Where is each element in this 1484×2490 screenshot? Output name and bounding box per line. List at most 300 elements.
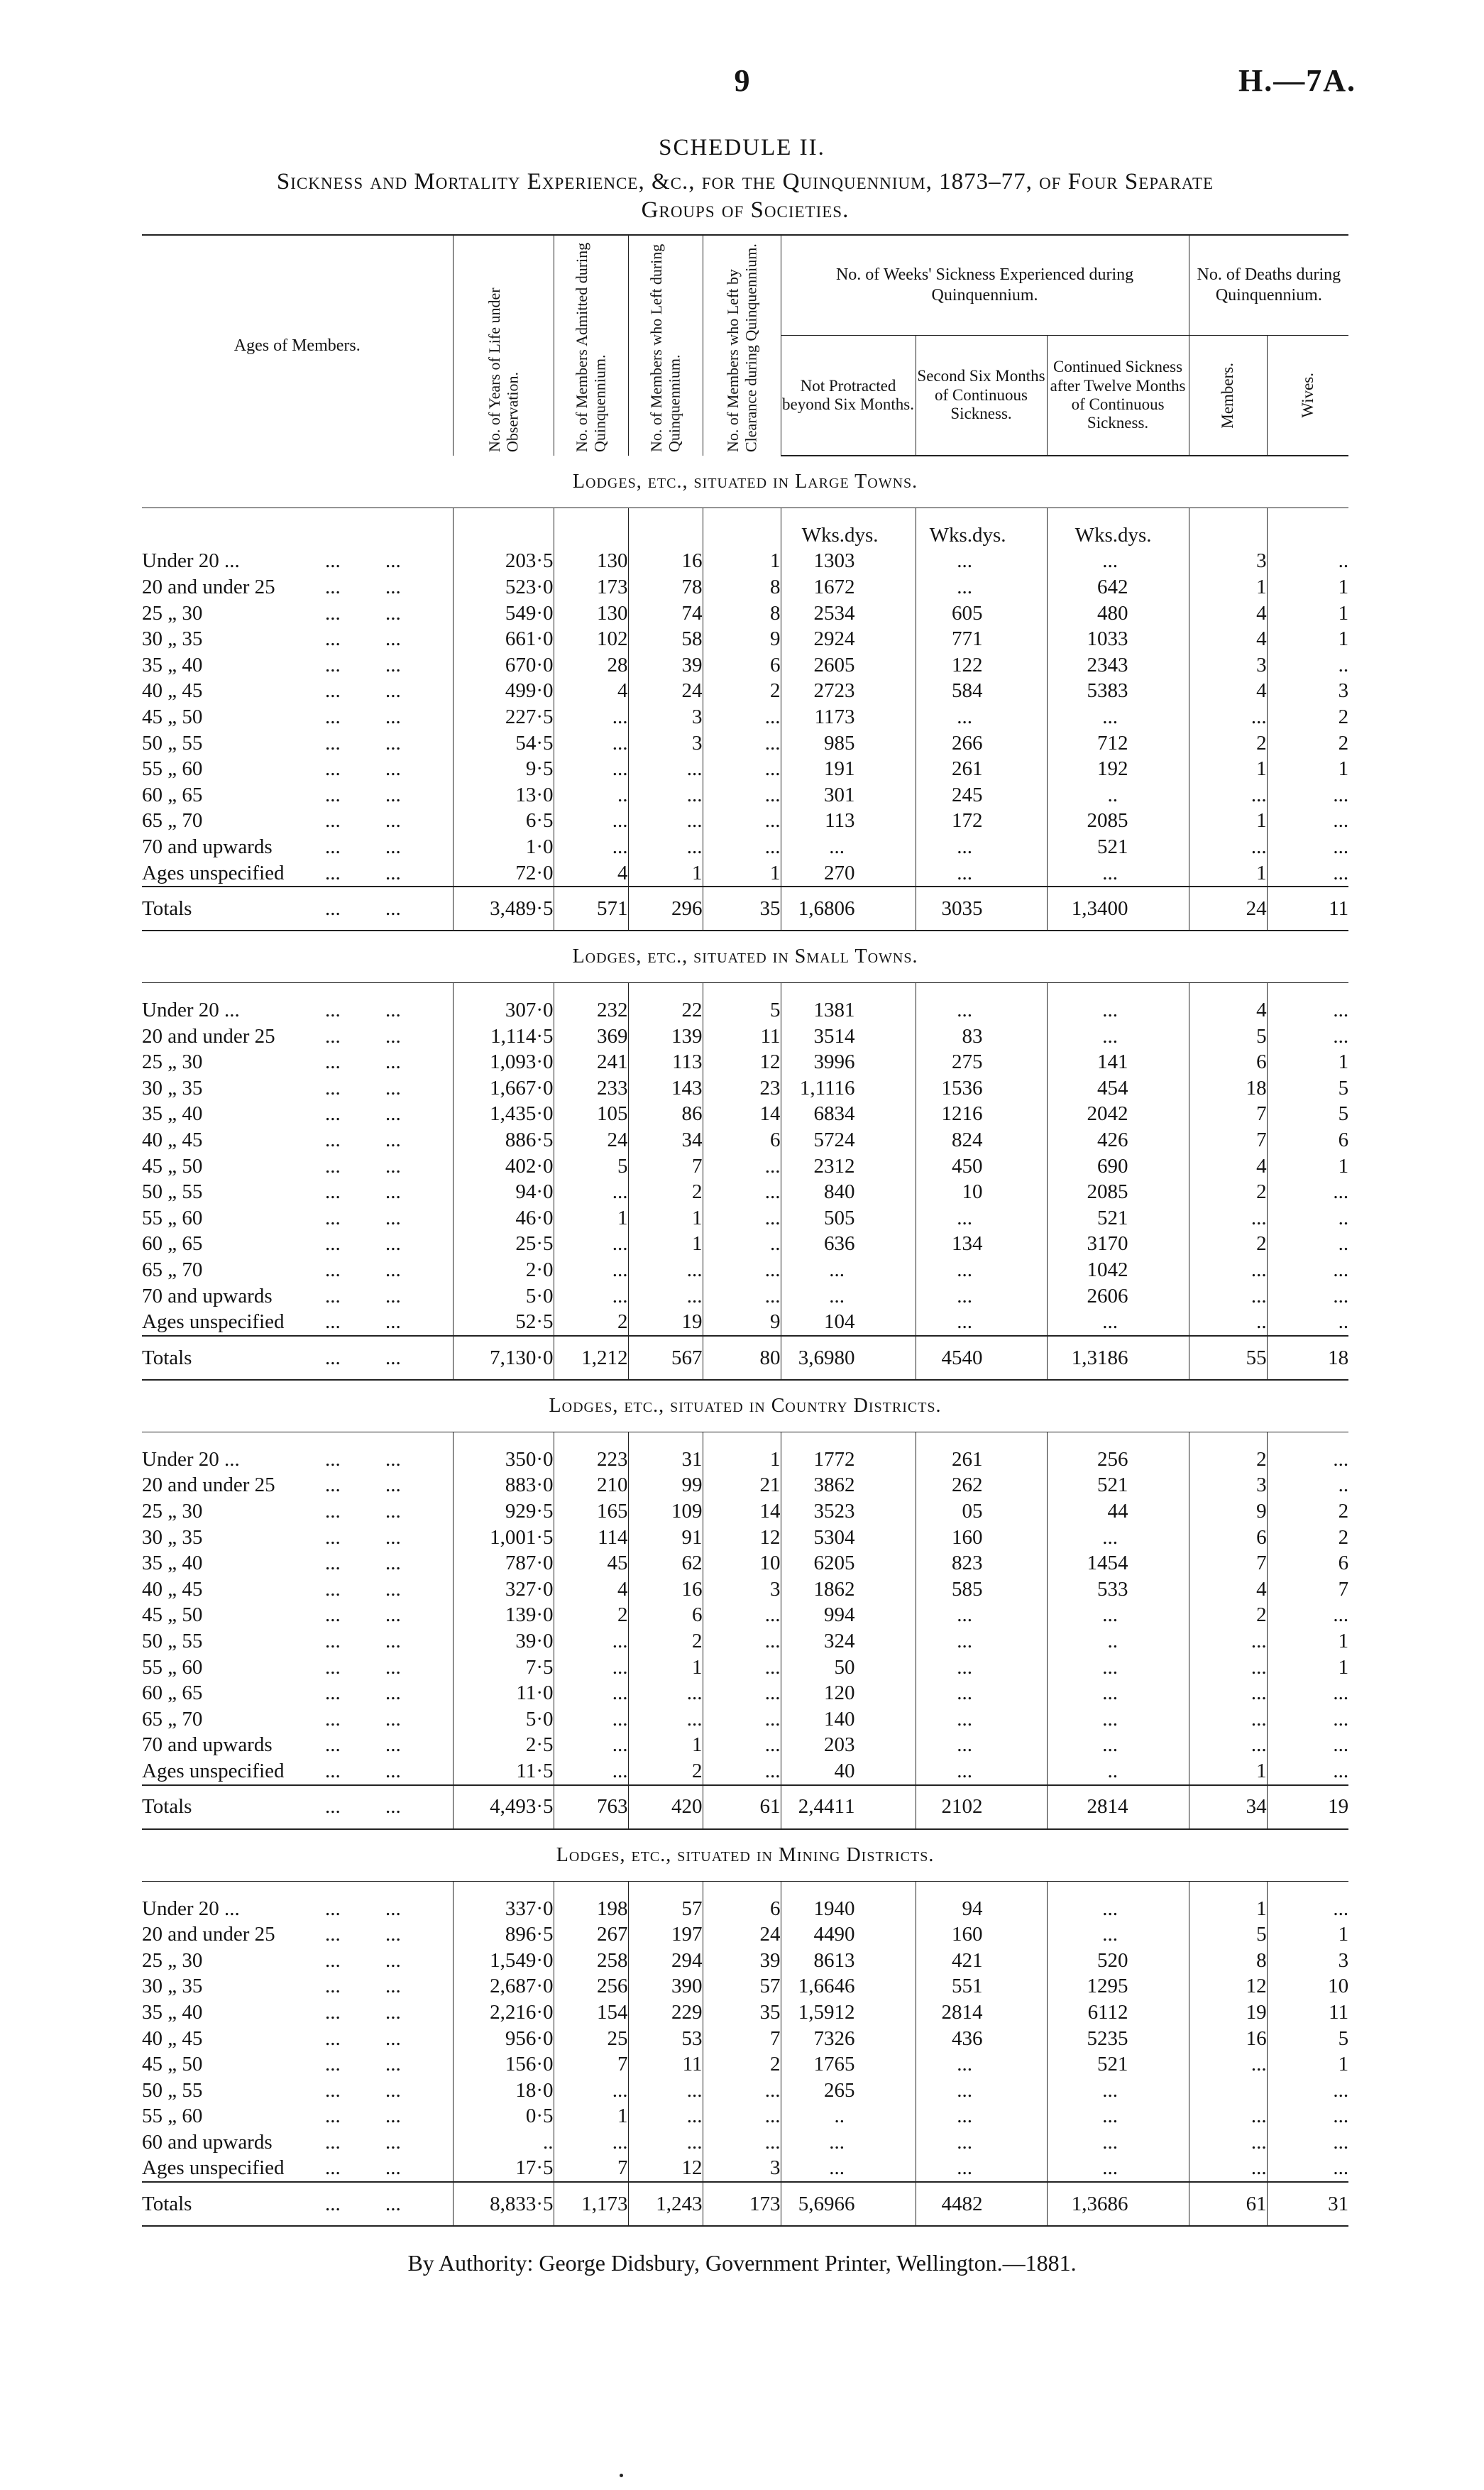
cell-col-12: 2	[1118, 2000, 1128, 2024]
cell-col-10: 2	[972, 1474, 983, 1497]
cell-col-9: ...	[916, 1758, 972, 1785]
wives-deaths-header: Wives.	[1267, 336, 1348, 456]
cell-col-2: ...	[385, 1447, 401, 1471]
cell-col-5: 74	[628, 600, 703, 627]
table-row	[142, 1075, 1348, 1102]
cell-col-9: 26	[916, 756, 972, 782]
cell-col-10: 4	[972, 1129, 983, 1152]
cell-col-8: 5	[845, 2053, 855, 2076]
cell-col-11: 42	[1047, 1127, 1118, 1153]
spacer-cell	[554, 983, 628, 998]
spacer-cell	[1118, 983, 1189, 998]
cell-col-11: 1,340	[1047, 887, 1118, 931]
cell-col-1: ...	[325, 705, 341, 728]
cell-col-7: 5,696	[781, 2182, 845, 2226]
cell-col-1: ...	[325, 861, 341, 884]
cell-col-10: 1	[972, 1975, 983, 1998]
cell-col-6: ...	[703, 1758, 781, 1785]
cell-col-2: ...	[385, 1474, 401, 1497]
cell-col-0: Ages unspecified	[142, 861, 285, 884]
cell-col-4: 4	[554, 860, 628, 887]
cell-col-14: 11	[1267, 887, 1348, 931]
cell-col-14: 3	[1267, 1948, 1348, 1974]
table-row	[142, 704, 1348, 730]
cell-col-4: 7	[554, 2156, 628, 2183]
units-cell	[628, 522, 703, 549]
cell-col-0: 35 „ 40	[142, 1102, 203, 1126]
cell-col-13: 4	[1189, 600, 1267, 627]
spacer-cell	[972, 1432, 1047, 1447]
cell-col-4: 198	[554, 1896, 628, 1922]
cell-col-6: 6	[703, 652, 781, 679]
cell-col-5: 78	[628, 574, 703, 600]
cell-col-0: 60 and upwards	[142, 2130, 273, 2154]
cell-col-3: 2,216·0	[453, 2000, 554, 2026]
cell-col-4: 4	[554, 1576, 628, 1603]
cell-col-8: 4	[845, 1129, 855, 1152]
cell-col-5: 16	[628, 1576, 703, 1603]
cell-col-11: 52	[1047, 2051, 1118, 2078]
cell-col-12: 0	[1118, 1154, 1128, 1178]
cell-col-9: ...	[916, 2104, 972, 2130]
cell-col-14: ..	[1267, 1205, 1348, 1232]
cell-col-6: 57	[703, 1974, 781, 2000]
cell-col-1: ...	[325, 1577, 341, 1601]
cell-col-6: 9	[703, 1309, 781, 1336]
cell-col-5: 11	[628, 2051, 703, 2078]
cell-col-8: 3	[845, 549, 855, 573]
cell-col-11: ...	[1047, 1655, 1118, 1681]
cell-col-8: 6	[845, 2182, 916, 2226]
cell-col-0: 50 „ 55	[142, 1629, 203, 1652]
cell-col-4: 130	[554, 549, 628, 575]
cell-col-12	[1118, 2129, 1189, 2156]
cell-col-1: ...	[325, 2053, 341, 2076]
cell-col-14: 10	[1267, 1974, 1348, 2000]
spacer-cell	[453, 1881, 554, 1896]
units-cell: Wks.	[781, 522, 845, 549]
table-row	[142, 1179, 1348, 1205]
cell-col-1: ...	[325, 1129, 341, 1152]
cell-col-3: 956·0	[453, 2026, 554, 2052]
cell-col-11: ...	[1047, 1309, 1118, 1336]
section-spacer	[142, 1432, 1348, 1447]
cell-col-13: 1	[1189, 756, 1267, 782]
cell-col-14: 19	[1267, 1785, 1348, 1829]
cell-col-9: 121	[916, 1102, 972, 1128]
cell-col-9: 60	[916, 600, 972, 627]
cell-col-1: ...	[325, 2026, 341, 2050]
cell-col-3: 350·0	[453, 1447, 554, 1473]
cell-col-8: 0	[845, 1336, 916, 1380]
cell-col-3: 1,001·5	[453, 1525, 554, 1551]
cell-col-6: ...	[703, 756, 781, 782]
cell-col-14: 18	[1267, 1336, 1348, 1380]
cell-col-10: 1	[972, 627, 983, 651]
cell-col-3: 9·5	[453, 756, 554, 782]
table-row	[142, 1127, 1348, 1153]
cell-col-9: 13	[916, 1232, 972, 1258]
section-title-row	[142, 1380, 1348, 1432]
cell-col-12	[1118, 1309, 1189, 1336]
cell-col-9: ...	[916, 2129, 972, 2156]
cell-col-10: 2	[972, 2182, 1047, 2226]
cell-col-10: 6	[972, 1076, 983, 1099]
cell-col-8	[845, 2129, 916, 2156]
cell-col-0: Under 20 ...	[142, 1897, 240, 1920]
cell-col-2: ...	[385, 861, 401, 884]
table-row	[142, 1896, 1348, 1922]
table-row	[142, 2051, 1348, 2078]
cell-col-3: 337·0	[453, 1896, 554, 1922]
cell-col-5: 2	[628, 1758, 703, 1785]
page-dot	[620, 2474, 623, 2477]
spacer-cell	[1047, 1881, 1118, 1896]
cell-col-9: ...	[916, 997, 972, 1024]
cell-col-12: 5	[1118, 1975, 1128, 1998]
totals-row	[142, 887, 1348, 931]
cell-col-5: 58	[628, 626, 703, 652]
cell-col-7: 5	[781, 1655, 845, 1681]
cell-col-3: 203·5	[453, 549, 554, 575]
cell-col-1: ...	[325, 887, 385, 931]
cell-col-13: 4	[1189, 997, 1267, 1024]
cell-col-8: 6	[845, 2026, 855, 2050]
table-row	[142, 1024, 1348, 1050]
cell-col-11: 48	[1047, 600, 1118, 627]
cell-col-13: 4	[1189, 1576, 1267, 1603]
spacer-cell	[916, 983, 972, 998]
cell-col-8: 4	[845, 601, 855, 625]
cell-col-9: 27	[916, 1050, 972, 1076]
cell-col-14: 1	[1267, 2051, 1348, 2078]
cell-col-7: 272	[781, 679, 845, 705]
cell-col-6: 1	[703, 860, 781, 887]
cell-col-6: 14	[703, 1102, 781, 1128]
cell-col-0: 65 „ 70	[142, 1707, 203, 1731]
cell-col-6: ...	[703, 1706, 781, 1733]
cell-col-13: 34	[1189, 1785, 1267, 1829]
cell-col-13: ...	[1189, 2104, 1267, 2130]
cell-col-8: 0	[845, 1897, 855, 1920]
table-row	[142, 1050, 1348, 1076]
weeks-sickness-group-header: No. of Weeks' Sickness Experienced during Quinquennium.	[781, 235, 1189, 336]
cell-col-8: 3	[845, 679, 855, 703]
second-six-months-header: Second Six Months of Continuous Sickness.	[916, 336, 1047, 456]
cell-col-0: 40 „ 45	[142, 2026, 203, 2050]
cell-col-1: ...	[325, 653, 341, 676]
cell-col-4: 241	[554, 1050, 628, 1076]
cell-col-6: 1	[703, 549, 781, 575]
cell-col-7: 98	[781, 730, 845, 757]
spacer-cell	[554, 1881, 628, 1896]
cell-col-13: ...	[1189, 1733, 1267, 1759]
cell-col-9: 82	[916, 1550, 972, 1576]
cell-col-8: 3	[845, 1948, 855, 1972]
cell-col-10	[972, 834, 1047, 860]
cell-col-8: 0	[845, 1682, 855, 1705]
cell-col-12	[1118, 1628, 1189, 1655]
spacer-cell	[781, 983, 845, 998]
cell-col-9: 281	[916, 2000, 972, 2026]
table-row	[142, 782, 1348, 808]
cell-col-9: ...	[916, 2078, 972, 2104]
section-title-row	[142, 456, 1348, 508]
cell-col-11: 52	[1047, 1948, 1118, 1974]
cell-col-12: 4	[1118, 1552, 1128, 1575]
cell-col-5: 296	[628, 887, 703, 931]
cell-col-3: 72·0	[453, 860, 554, 887]
cell-col-9: ...	[916, 1655, 972, 1681]
cell-col-4: 105	[554, 1102, 628, 1128]
cell-col-3: 11·5	[453, 1758, 554, 1785]
cell-col-14: 31	[1267, 2182, 1348, 2226]
cell-col-1: ...	[325, 1923, 341, 1946]
spacer-cell	[845, 1881, 916, 1896]
cell-col-9: 210	[916, 1785, 972, 1829]
cell-col-11: 104	[1047, 1257, 1118, 1283]
units-cell: Wks.	[1047, 522, 1118, 549]
continued-sickness-header: Continued Sickness after Twelve Months of Continuous Sickness.	[1047, 336, 1189, 456]
cell-col-5: 7	[628, 1153, 703, 1180]
cell-col-14: ...	[1267, 1758, 1348, 1785]
cell-col-0: Ages unspecified	[142, 2156, 285, 2180]
cell-col-3: 6·5	[453, 808, 554, 835]
cell-col-13: 2	[1189, 730, 1267, 757]
cell-col-1: ...	[325, 999, 341, 1022]
section-title-row	[142, 1829, 1348, 1882]
table-row	[142, 997, 1348, 1024]
cell-col-8: 6	[845, 1232, 855, 1256]
cell-col-7: 14	[781, 1706, 845, 1733]
cell-col-2: ...	[385, 1154, 401, 1178]
cell-col-6: 3	[703, 1576, 781, 1603]
cell-col-5: 3	[628, 704, 703, 730]
cell-col-4: 1	[554, 2104, 628, 2130]
cell-col-2: ...	[385, 2000, 401, 2024]
cell-col-9: ...	[916, 2156, 972, 2183]
cell-col-7: 3,698	[781, 1336, 845, 1380]
cell-col-12: 5	[1118, 809, 1128, 833]
cell-col-11: 1,368	[1047, 2182, 1118, 2226]
cell-col-4: 1	[554, 1205, 628, 1232]
cell-col-14: 1	[1267, 1921, 1348, 1948]
cell-col-7: 167	[781, 574, 845, 600]
cell-col-3: 307·0	[453, 997, 554, 1024]
cell-col-5: ...	[628, 2078, 703, 2104]
cell-col-6: ...	[703, 2129, 781, 2156]
cell-col-11: 64	[1047, 574, 1118, 600]
cell-col-6: 21	[703, 1473, 781, 1499]
members-deaths-header: Members.	[1189, 336, 1267, 456]
cell-col-8: 5	[845, 1552, 855, 1575]
cell-col-12	[1118, 549, 1189, 575]
cell-col-10	[972, 997, 1047, 1024]
cell-col-7: 732	[781, 2026, 845, 2052]
table-row	[142, 1102, 1348, 1128]
not-protracted-header: Not Protracted beyond Six Months.	[781, 336, 916, 456]
cell-col-11: ...	[1047, 1024, 1118, 1050]
cell-col-8: 3	[845, 705, 855, 728]
cell-col-13: ...	[1189, 834, 1267, 860]
cell-col-5: 91	[628, 1525, 703, 1551]
cell-col-2: ...	[385, 1102, 401, 1126]
cell-col-8	[845, 834, 916, 860]
cell-col-6: ...	[703, 1680, 781, 1706]
cell-col-10: 1	[972, 757, 983, 781]
cell-col-0: 45 „ 50	[142, 1154, 203, 1178]
cell-col-14: ..	[1267, 652, 1348, 679]
cell-col-0: 20 and under 25	[142, 1474, 275, 1497]
cell-col-13: 1	[1189, 574, 1267, 600]
spacer-cell	[385, 1432, 453, 1447]
cell-col-12: 3	[1118, 653, 1128, 676]
section-title: Lodges, etc., situated in Large Towns.	[142, 456, 1348, 508]
cell-col-6: 2	[703, 679, 781, 705]
cell-col-5: 294	[628, 1948, 703, 1974]
cell-col-9: 0	[916, 1498, 972, 1525]
cell-col-11: 611	[1047, 2000, 1118, 2026]
cell-col-5: 86	[628, 1102, 703, 1128]
cell-col-9: ...	[916, 1680, 972, 1706]
cell-col-4: 7	[554, 2051, 628, 2078]
table-row	[142, 1232, 1348, 1258]
cell-col-0: 30 „ 35	[142, 627, 203, 651]
cell-col-14: 6	[1267, 1127, 1348, 1153]
cell-col-13: ...	[1189, 704, 1267, 730]
cell-col-14: 6	[1267, 1550, 1348, 1576]
cell-col-7: 32	[781, 1628, 845, 1655]
cell-col-0: Under 20 ...	[142, 549, 240, 573]
cell-col-11: ...	[1047, 1603, 1118, 1629]
cell-col-11: ...	[1047, 704, 1118, 730]
cell-col-5: 62	[628, 1550, 703, 1576]
cell-col-1: ...	[325, 1232, 341, 1256]
cell-col-11: ...	[1047, 2129, 1118, 2156]
cell-col-4: 1,212	[554, 1336, 628, 1380]
cell-col-10	[972, 1603, 1047, 1629]
cell-col-14: ...	[1267, 1896, 1348, 1922]
spacer-cell	[385, 983, 453, 998]
cell-col-10	[972, 1205, 1047, 1232]
spacer-cell	[972, 983, 1047, 998]
section-title-row	[142, 931, 1348, 983]
cell-col-6: 10	[703, 1550, 781, 1576]
cell-col-5: 39	[628, 652, 703, 679]
cell-col-0: 60 „ 65	[142, 783, 203, 806]
table-row	[142, 1921, 1348, 1948]
cell-col-8: 5	[845, 1206, 855, 1229]
spacer-cell	[1189, 983, 1267, 998]
cell-col-6: ...	[703, 782, 781, 808]
cell-col-0: 30 „ 35	[142, 1076, 203, 1099]
cell-col-2: ...	[385, 627, 401, 651]
cell-col-10: 4	[972, 1897, 983, 1920]
cell-col-3: 499·0	[453, 679, 554, 705]
cell-col-9: ...	[916, 1283, 972, 1310]
cell-col-12: 2	[1118, 1102, 1128, 1126]
cell-col-10	[972, 1733, 1047, 1759]
cell-col-14: ...	[1267, 1706, 1348, 1733]
spacer-cell	[1118, 1881, 1189, 1896]
table-row	[142, 1447, 1348, 1473]
cell-col-13: ...	[1189, 1628, 1267, 1655]
units-cell: Wks.	[916, 522, 972, 549]
table-row	[142, 1498, 1348, 1525]
cell-col-12	[1118, 1706, 1189, 1733]
cell-col-0: 70 and upwards	[142, 1284, 273, 1307]
cell-col-12: 0	[1118, 601, 1128, 625]
cell-col-10: 2	[972, 653, 983, 676]
cell-col-13: 1	[1189, 1896, 1267, 1922]
spacer-cell	[1047, 983, 1118, 998]
cell-col-0: 50 „ 55	[142, 1180, 203, 1204]
cell-col-12: 4	[1118, 1076, 1128, 1099]
spacer-cell	[1118, 508, 1189, 523]
units-cell	[1189, 522, 1267, 549]
cell-col-0: 40 „ 45	[142, 1577, 203, 1601]
spacer-cell	[325, 983, 385, 998]
cell-col-6: ...	[703, 1179, 781, 1205]
cell-col-12: 0	[1118, 1948, 1128, 1972]
cell-col-2: ...	[385, 999, 401, 1022]
cell-col-9: 45	[916, 1153, 972, 1180]
cell-col-2: ...	[385, 2130, 401, 2154]
cell-col-1: ...	[325, 2078, 341, 2102]
cell-col-13: 61	[1189, 2182, 1267, 2226]
cell-col-13: ..	[1189, 1309, 1267, 1336]
cell-col-14: 11	[1267, 2000, 1348, 2026]
cell-col-7: 176	[781, 2051, 845, 2078]
cell-col-1: ...	[325, 1258, 341, 1282]
cell-col-9: 1	[916, 1179, 972, 1205]
sickness-mortality-table	[142, 234, 1348, 2227]
cell-col-10: 4	[972, 679, 983, 703]
cell-col-8: 5	[845, 2078, 855, 2102]
cell-col-4: 114	[554, 1525, 628, 1551]
cell-col-2: ...	[385, 1629, 401, 1652]
cell-col-10: 1	[972, 1948, 983, 1972]
cell-col-5: 2	[628, 1628, 703, 1655]
spacer-cell	[628, 508, 703, 523]
cell-col-8: 6	[845, 1051, 855, 1074]
cell-col-13: 6	[1189, 1050, 1267, 1076]
cell-col-8: 0	[845, 1707, 855, 1731]
cell-col-1: ...	[325, 601, 341, 625]
cell-col-2: ...	[385, 575, 401, 598]
cell-col-8: 0	[845, 1923, 855, 1946]
cell-col-12: 6	[1118, 2182, 1189, 2226]
cell-col-5: 139	[628, 1024, 703, 1050]
cell-col-7: 99	[781, 1603, 845, 1629]
cell-col-3: 139·0	[453, 1603, 554, 1629]
cell-col-7: 351	[781, 1024, 845, 1050]
table-row	[142, 1628, 1348, 1655]
cell-col-7: 530	[781, 1525, 845, 1551]
table-row	[142, 730, 1348, 757]
spacer-cell	[1267, 983, 1348, 998]
cell-col-0: 45 „ 50	[142, 705, 203, 728]
cell-col-0: 30 „ 35	[142, 1525, 203, 1549]
cell-col-10: 1	[972, 1447, 983, 1471]
cell-col-12	[1118, 997, 1189, 1024]
cell-col-2: ...	[385, 1682, 401, 1705]
cell-col-6: 173	[703, 2182, 781, 2226]
cell-col-7: 231	[781, 1153, 845, 1180]
cell-col-9: 26	[916, 1473, 972, 1499]
cell-col-8	[845, 2104, 916, 2130]
cell-col-7: 572	[781, 1127, 845, 1153]
